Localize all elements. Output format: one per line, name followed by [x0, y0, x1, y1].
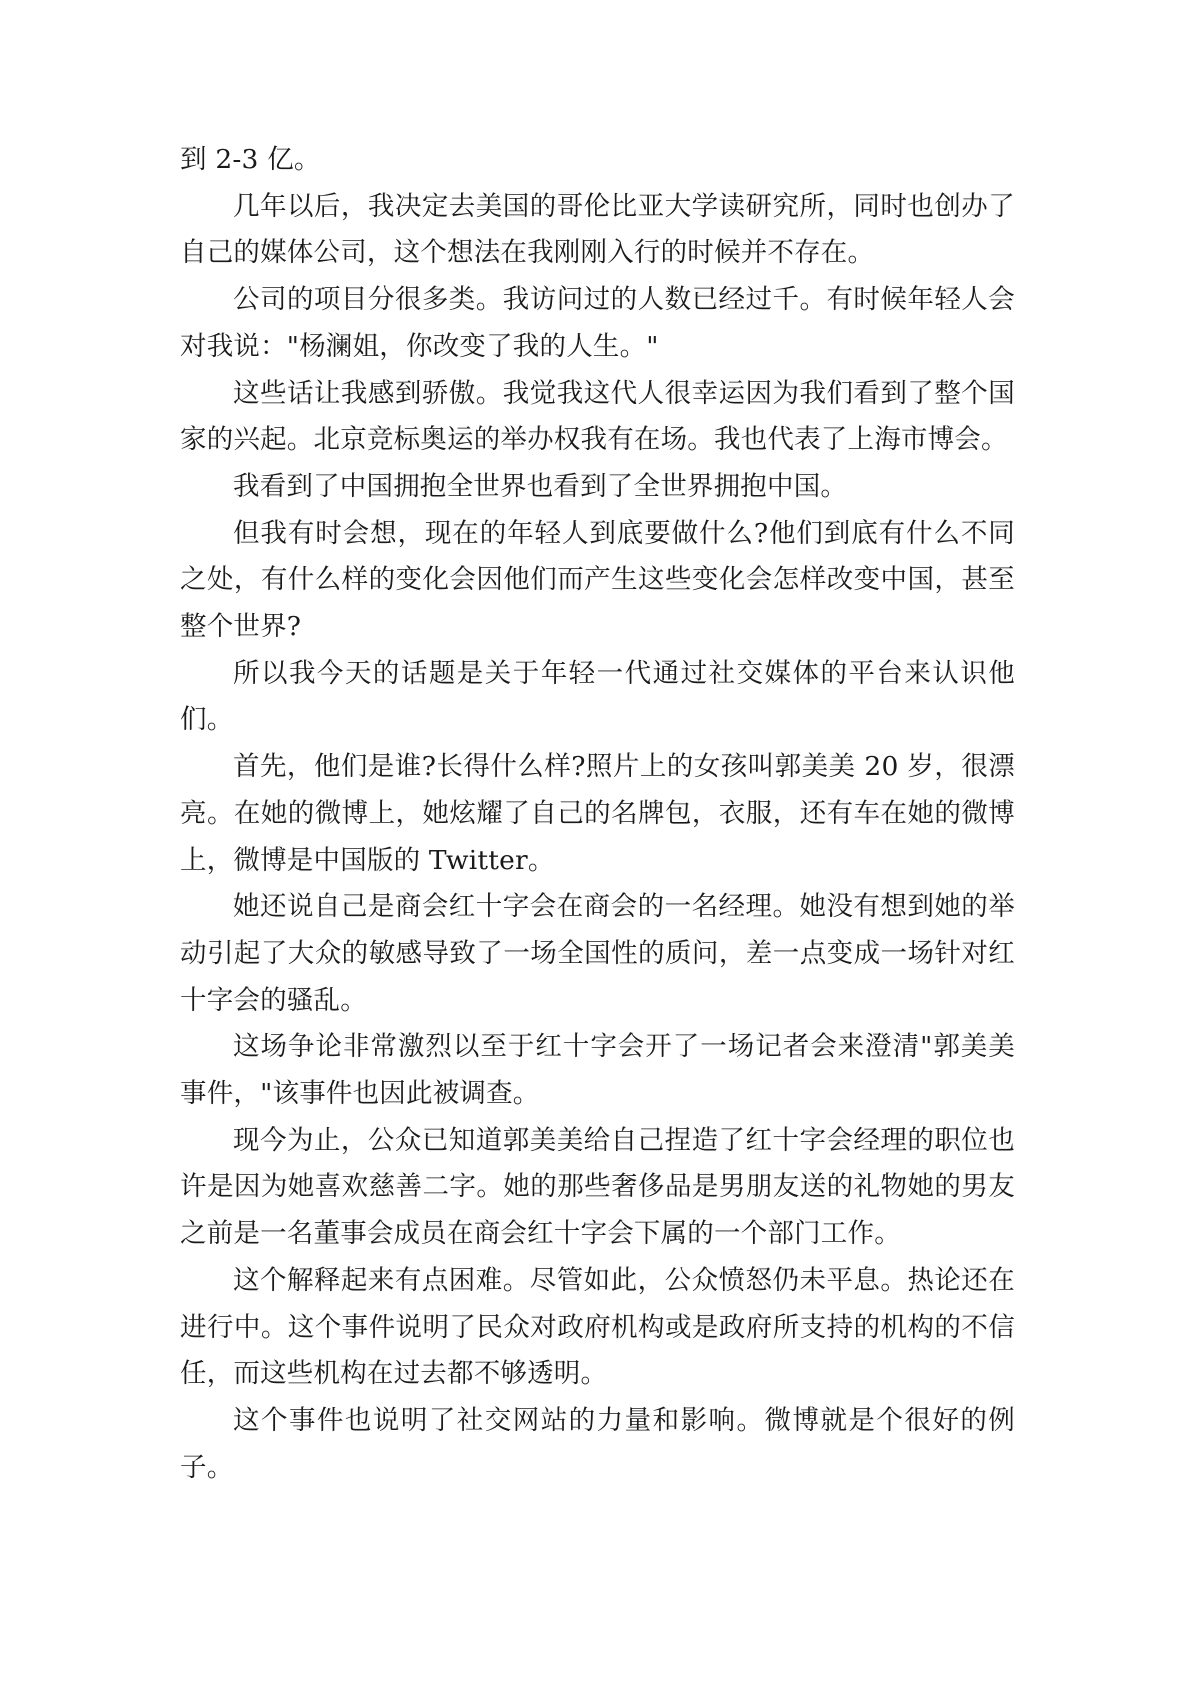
- paragraph: 现今为止，公众已知道郭美美给自己捏造了红十字会经理的职位也许是因为她喜欢慈善二字。她的那些奢侈品是男朋友送的礼物她的男友之前是一名董事会成员在商会红十字会下属的一个部门工作。: [180, 1124, 1015, 1250]
- paragraph: 所以我今天的话题是关于年轻一代通过社交媒体的平台来认识他们。: [180, 657, 1015, 736]
- paragraph: 公司的项目分很多类。我访问过的人数已经过千。有时候年轻人会对我说："杨澜姐，你改变了我的人生。": [180, 284, 1015, 362]
- paragraph: 几年以后，我决定去美国的哥伦比亚大学读研究所，同时也创办了自己的媒体公司，这个想法在我刚刚入行的时候并不存在。: [180, 190, 1015, 269]
- body-text: [180, 137, 1015, 1491]
- paragraph: 这个解释起来有点困难。尽管如此，公众愤怒仍未平息。热论还在进行中。这个事件说明了民众对政府机构或是政府所支持的机构的不信任，而这些机构在过去都不够透明。: [180, 1264, 1015, 1390]
- paragraph: 首先，他们是谁?长得什么样?照片上的女孩叫郭美美 20 岁，很漂亮。在她的微博上，她炫耀了自己的名牌包，衣服，还有车在她的微博上，微博是中国版的 Twitter。: [180, 751, 1015, 876]
- paragraph: 我看到了中国拥抱全世界也看到了全世界拥抱中国。: [233, 470, 848, 502]
- paragraph: 这个事件也说明了社交网站的力量和影响。微博就是个很好的例子。: [180, 1404, 1015, 1483]
- paragraph: 这些话让我感到骄傲。我觉我这代人很幸运因为我们看到了整个国家的兴起。北京竞标奥运的举办权我有在场。我也代表了上海市博会。: [180, 377, 1015, 456]
- paragraph: 这场争论非常激烈以至于红十字会开了一场记者会来澄清"郭美美事件，"该事件也因此被调查。: [180, 1031, 1015, 1110]
- paragraph: 到 2-3 亿。: [180, 144, 321, 175]
- paragraph: 但我有时会想，现在的年轻人到底要做什么?他们到底有什么不同之处，有什么样的变化会因他们而产生这些变化会怎样改变中国，甚至整个世界?: [180, 517, 1015, 643]
- paragraph: 她还说自己是商会红十字会在商会的一名经理。她没有想到她的举动引起了大众的敏感导致了一场全国性的质问，差一点变成一场针对红十字会的骚乱。: [180, 891, 1015, 1016]
